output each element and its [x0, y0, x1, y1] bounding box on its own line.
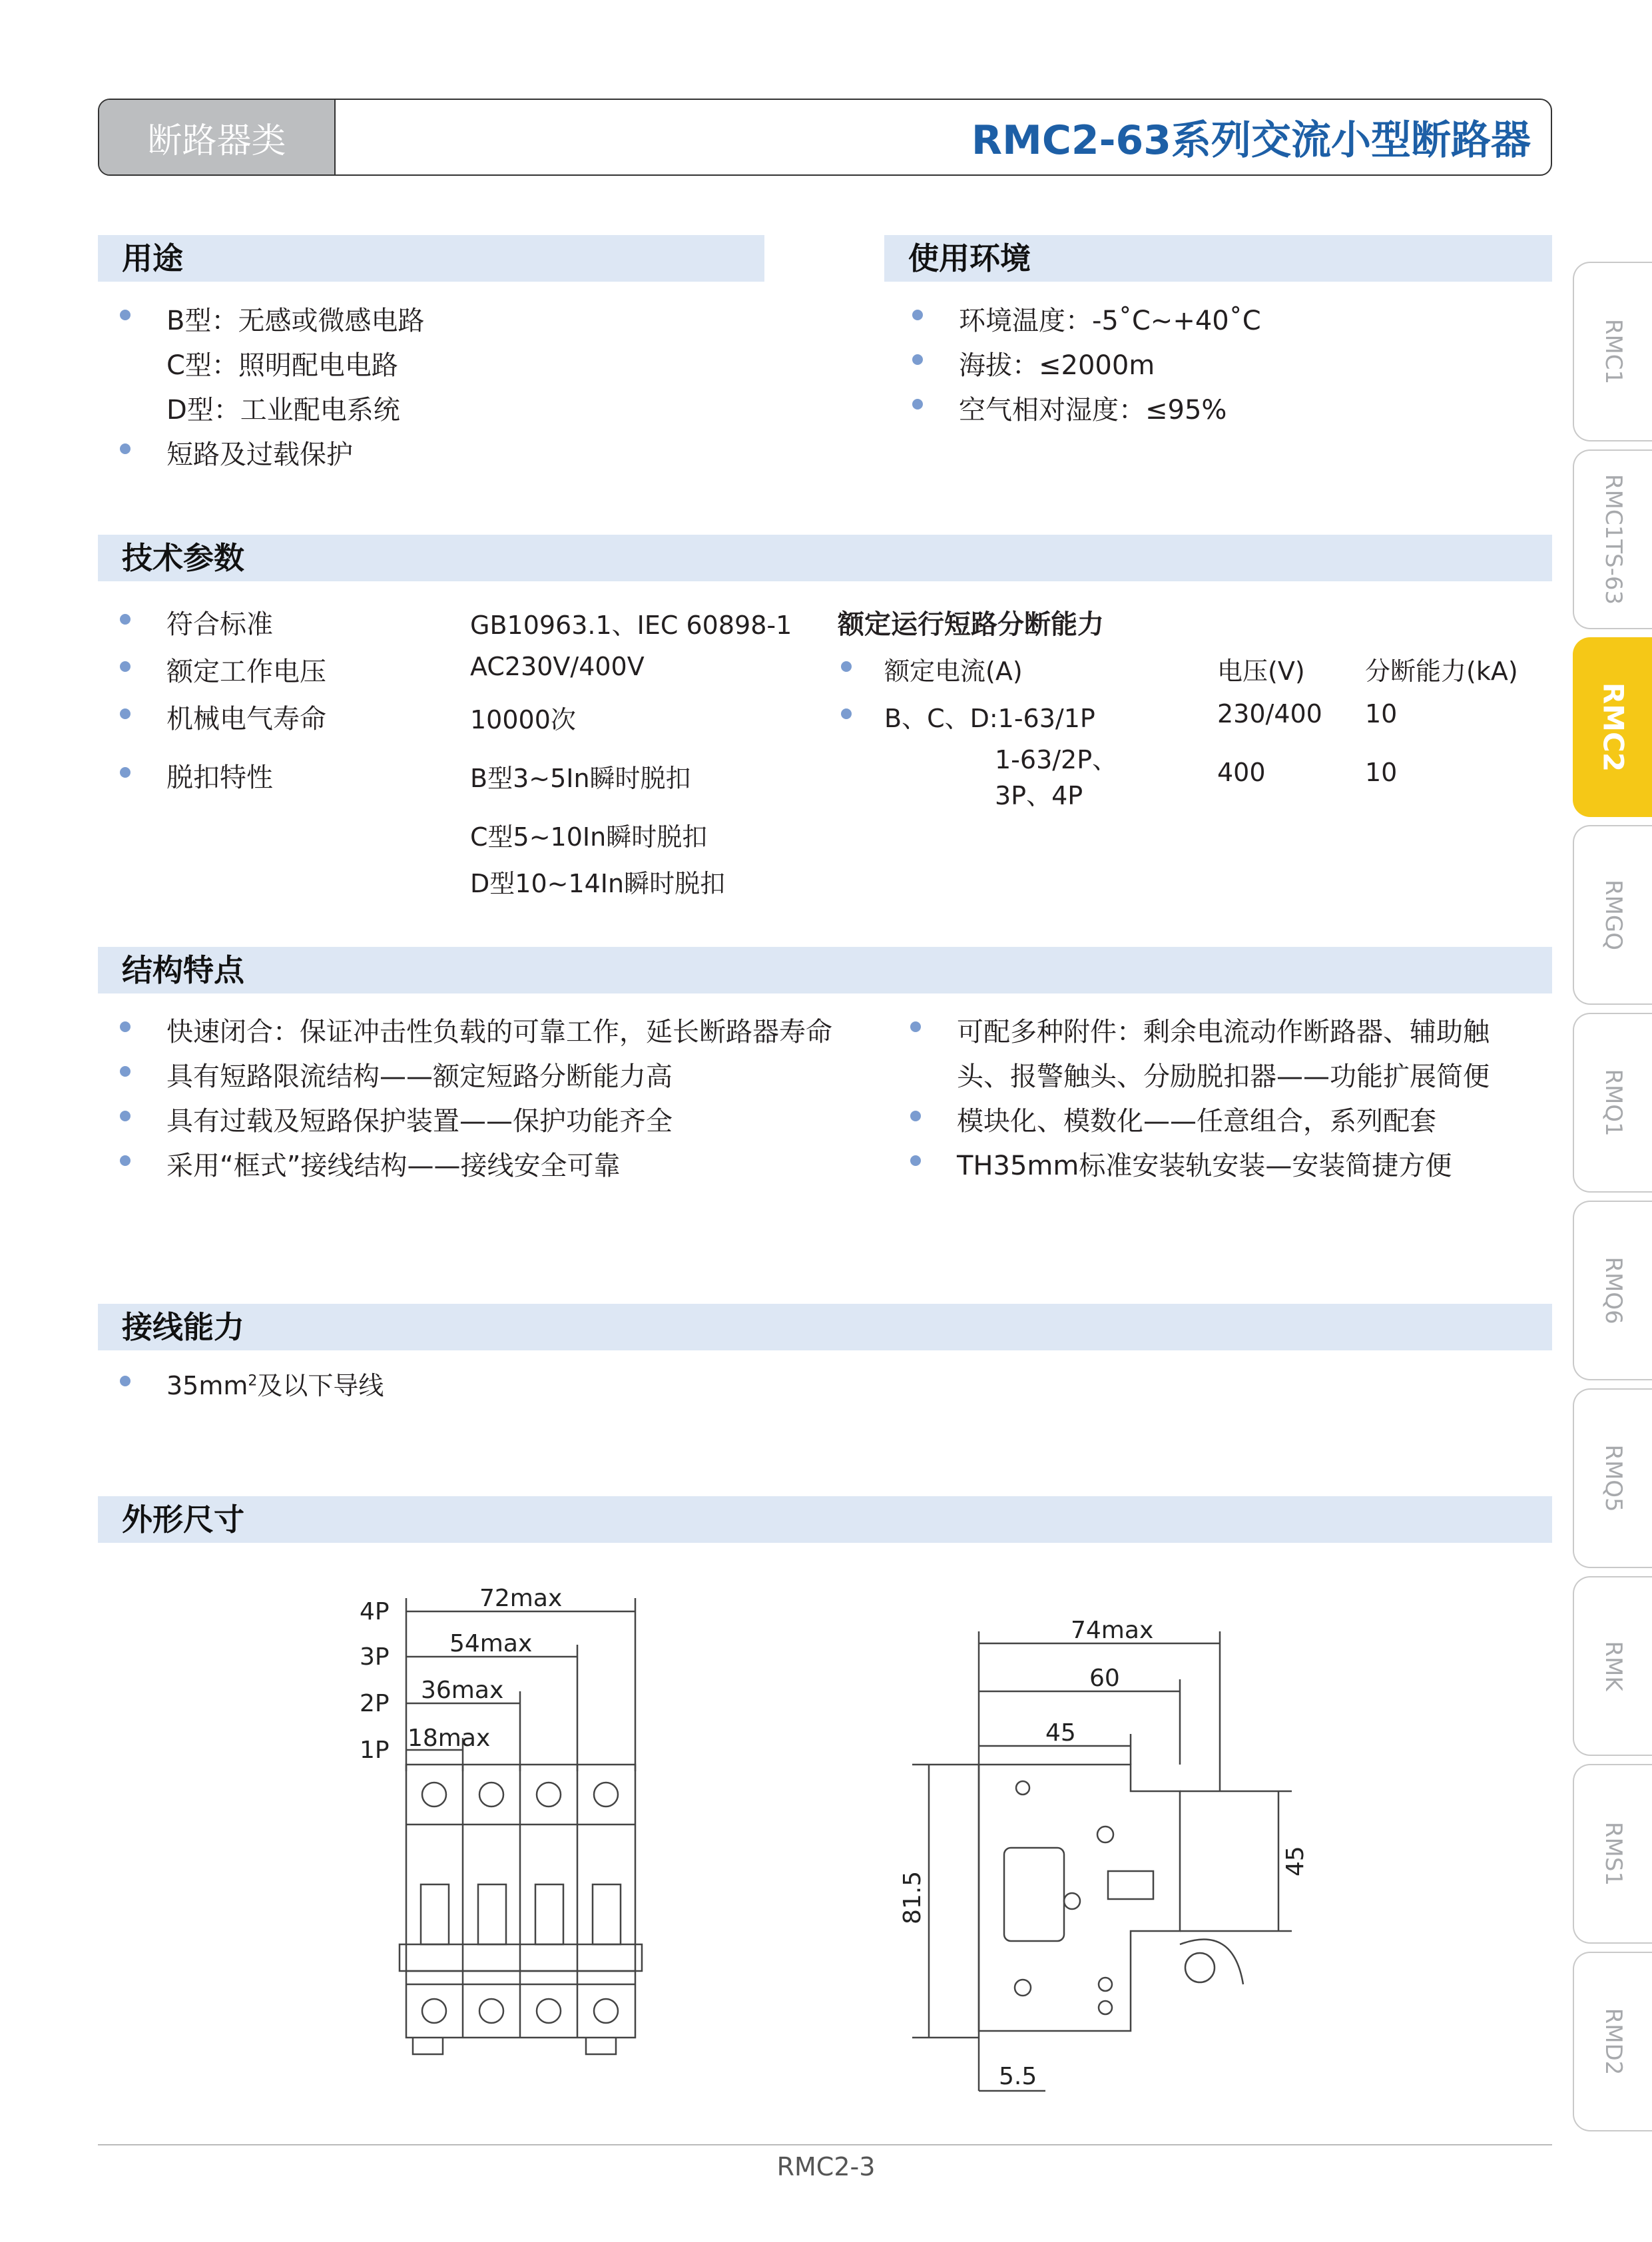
breaking-header-capacity: 分断能力(kA): [1365, 657, 1518, 686]
breaking-row2-current-line1: 1-63/2P、: [995, 745, 1118, 774]
page-number: RMC2-3: [776, 2152, 876, 2181]
page-title: RMC2-63系列交流小型断路器: [971, 117, 1531, 164]
section-structure-title: 结构特点: [98, 947, 1552, 993]
side-view-drawing: [892, 1598, 1318, 2104]
side-height-45: 45: [1282, 1846, 1309, 1876]
side-height-81-5: 81.5: [899, 1870, 926, 1924]
breaking-row1-voltage: 230/400: [1217, 699, 1322, 728]
tech-value-trip-b: B型3~5In瞬时脱扣: [470, 764, 691, 793]
tab-label: RMC1TS-63: [1599, 473, 1627, 605]
wiring-sup: 2: [248, 1372, 258, 1390]
env-temperature: 环境温度：-5˚C~+40˚C: [959, 306, 1261, 336]
bullet: [120, 661, 131, 672]
tab-label: RMC2: [1597, 682, 1629, 772]
env-altitude: 海拔：≤2000m: [959, 350, 1155, 381]
pole-label-4p: 4P: [360, 1598, 390, 1625]
tech-value-standard: GB10963.1、IEC 60898-1: [470, 611, 792, 640]
breaking-row2-current-line2: 3P、4P: [995, 781, 1083, 810]
structure-left-4: 采用“框式”接线结构——接线安全可靠: [166, 1151, 621, 1181]
side-bottom-5-5: 5.5: [999, 2063, 1037, 2090]
breaking-row2-capacity: 10: [1365, 758, 1398, 787]
tab-rms1[interactable]: [1573, 1764, 1652, 1944]
bullet: [912, 354, 923, 365]
tab-rmc1ts-63[interactable]: [1573, 449, 1652, 629]
bullet: [910, 1021, 921, 1032]
width-3p: 54max: [449, 1630, 533, 1657]
usage-item-d: D型：工业配电系统: [166, 395, 400, 425]
bullet: [120, 1111, 131, 1121]
section-usage-title: 用途: [98, 235, 764, 282]
width-1p: 18max: [408, 1725, 491, 1752]
tab-label: RMQ1: [1599, 1069, 1627, 1137]
structure-right-2: 模块化、模数化——任意组合，系列配套: [957, 1106, 1436, 1137]
wiring-size: 35mm: [166, 1371, 248, 1400]
tech-label-trip: 脱扣特性: [166, 762, 273, 793]
section-tech-title: 技术参数: [98, 535, 1552, 581]
category-label: 断路器类: [99, 100, 336, 174]
tab-label: RMQ5: [1599, 1444, 1627, 1512]
bullet: [120, 767, 131, 778]
tab-label: RMS1: [1599, 1821, 1627, 1886]
bullet: [841, 661, 852, 672]
tab-label: RMQ6: [1599, 1257, 1627, 1324]
wiring-item: [166, 1365, 384, 1402]
tab-rmq6[interactable]: [1573, 1201, 1652, 1380]
bullet: [910, 1111, 921, 1121]
bullet: [120, 708, 131, 719]
breaking-row2-voltage: 400: [1217, 758, 1266, 787]
env-humidity: 空气相对湿度：≤95%: [959, 395, 1227, 425]
tech-value-trip-c: C型5~10In瞬时脱扣: [470, 822, 708, 852]
structure-right-3: TH35mm标准安装轨安装—安装简捷方便: [957, 1151, 1452, 1181]
breaking-header-voltage: 电压(V): [1217, 657, 1305, 686]
bullet: [120, 443, 131, 454]
bullet: [912, 399, 923, 410]
tech-label-voltage: 额定工作电压: [166, 657, 326, 687]
wiring-desc: 及以下导线: [257, 1371, 384, 1400]
bullet: [120, 1155, 131, 1166]
tab-rmk[interactable]: [1573, 1576, 1652, 1756]
section-environment-title: 使用环境: [884, 235, 1552, 282]
tab-label: RMGQ: [1599, 879, 1627, 951]
bullet: [912, 310, 923, 320]
side-width-45: 45: [1045, 1719, 1076, 1747]
page-header: [98, 99, 1552, 176]
tab-label: RMC1: [1599, 318, 1627, 385]
bullet: [120, 1376, 131, 1386]
section-dimensions-title: 外形尺寸: [98, 1496, 1552, 1543]
bullet: [841, 708, 852, 719]
tab-rmc1[interactable]: [1573, 262, 1652, 441]
tech-label-standard: 符合标准: [166, 609, 273, 640]
tech-value-trip-d: D型10~14In瞬时脱扣: [470, 869, 726, 898]
tab-rmd2[interactable]: [1573, 1952, 1652, 2131]
breaking-capacity-title: 额定运行短路分断能力: [838, 609, 1104, 640]
side-width-60: 60: [1089, 1665, 1120, 1692]
front-view-drawing: [346, 1571, 679, 2071]
side-width-74: 74max: [1071, 1617, 1154, 1644]
tab-rmc2[interactable]: [1573, 637, 1652, 817]
breaking-header-current: 额定电流(A): [884, 657, 1023, 686]
bullet: [120, 1021, 131, 1032]
bullet: [120, 614, 131, 625]
breaking-row1-capacity: 10: [1365, 699, 1398, 728]
pole-label-3p: 3P: [360, 1643, 390, 1671]
usage-item-protection: 短路及过载保护: [166, 439, 353, 470]
bullet: [910, 1155, 921, 1166]
width-2p: 36max: [421, 1677, 504, 1704]
tab-label: RMD2: [1599, 2008, 1627, 2076]
tab-rmgq[interactable]: [1573, 825, 1652, 1005]
bullet: [120, 310, 131, 320]
pole-label-2p: 2P: [360, 1690, 390, 1717]
structure-left-1: 快速闭合：保证冲击性负载的可靠工作，延长断路器寿命: [166, 1017, 832, 1047]
width-4p: 72max: [479, 1585, 563, 1612]
structure-right-1b: 头、报警触头、分励脱扣器——功能扩展简便: [957, 1061, 1490, 1092]
footer-divider: [98, 2144, 1552, 2145]
usage-item-b: B型：无感或微感电路: [166, 306, 425, 336]
tech-label-life: 机械电气寿命: [166, 704, 326, 734]
structure-right-1a: 可配多种附件：剩余电流动作断路器、辅助触: [957, 1017, 1490, 1047]
tab-rmq5[interactable]: [1573, 1388, 1652, 1568]
section-wiring-title: 接线能力: [98, 1304, 1552, 1350]
pole-label-1p: 1P: [360, 1737, 390, 1764]
breaking-row1-current: B、C、D:1-63/1P: [884, 704, 1095, 733]
tech-value-voltage: AC230V/400V: [470, 652, 645, 681]
tech-value-life: 10000次: [470, 705, 576, 734]
tab-label: RMK: [1599, 1641, 1627, 1691]
structure-left-2: 具有短路限流结构——额定短路分断能力高: [166, 1061, 673, 1092]
usage-item-c: C型：照明配电电路: [166, 350, 398, 381]
bullet: [120, 1066, 131, 1077]
tab-rmq1[interactable]: [1573, 1013, 1652, 1193]
structure-left-3: 具有过载及短路保护装置——保护功能齐全: [166, 1106, 673, 1137]
